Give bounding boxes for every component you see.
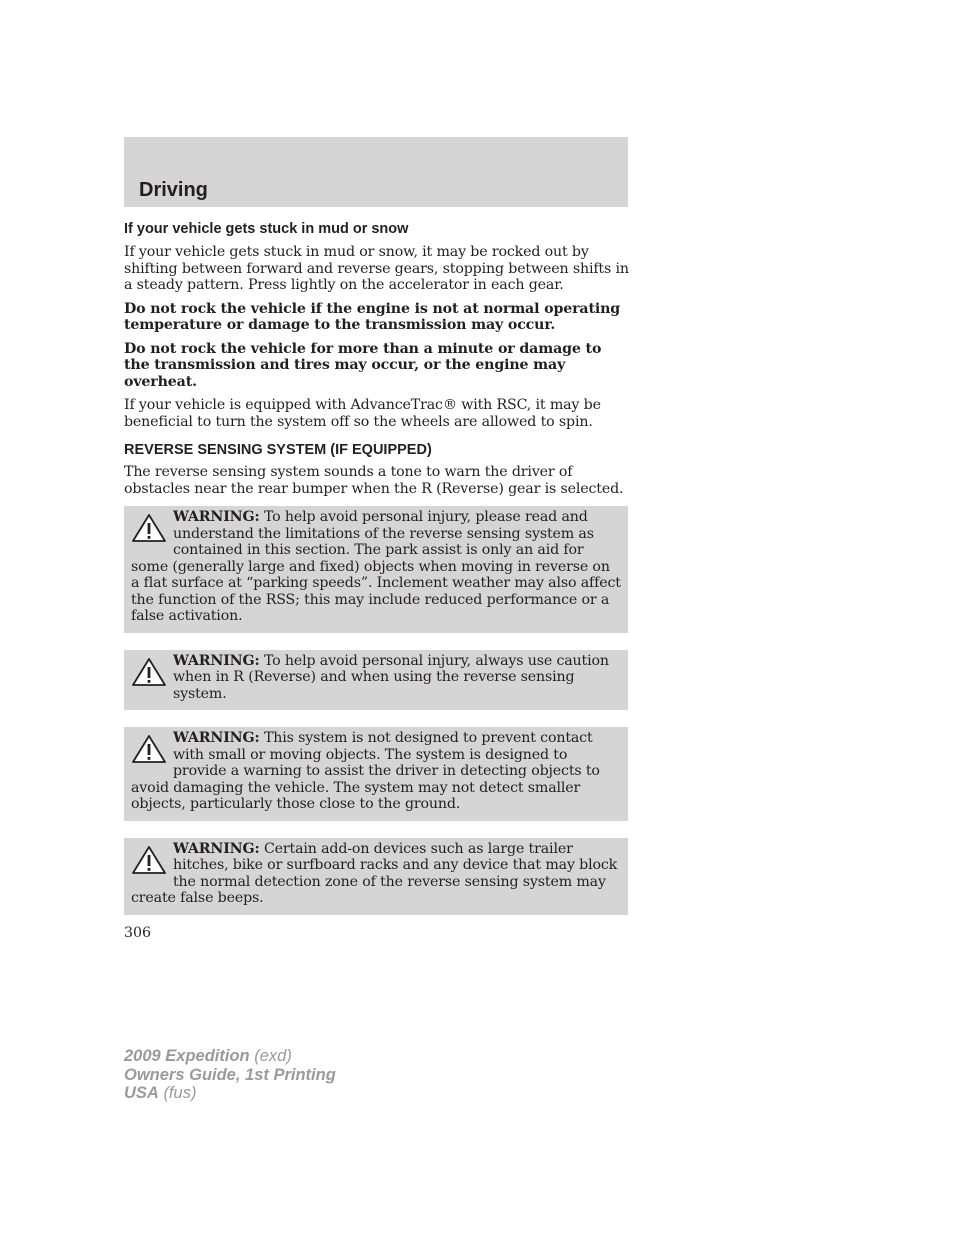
- warning-triangle-icon: [131, 513, 167, 543]
- rss-heading: REVERSE SENSING SYSTEM (IF EQUIPPED): [124, 442, 432, 458]
- footer-market: USA: [124, 1084, 159, 1102]
- warning-label: WARNING:: [173, 730, 260, 746]
- footer-market-code: (fus): [163, 1084, 197, 1102]
- stuck-bold-caution-1: Do not rock the vehicle if the engine is not at normal operating temperature or damage to the transmission may occur.: [124, 300, 621, 333]
- stuck-paragraph-1: If your vehicle gets stuck in mud or snow, it may be rocked out by shifting between forward and reverse gears, stopping between shifts in a steady pattern. Press lightly on the accelerator in each gear.: [124, 244, 629, 293]
- warning-triangle-icon: [131, 657, 167, 687]
- page-number: 306: [124, 925, 152, 941]
- footer-printing: Owners Guide, 1st Printing: [124, 1065, 336, 1084]
- stuck-heading: If your vehicle gets stuck in mud or snow: [124, 221, 409, 237]
- warning-triangle-icon: [131, 845, 167, 875]
- footer-edition-info: [124, 1047, 336, 1103]
- warning-triangle-icon: [131, 734, 167, 764]
- footer-line-1: [124, 1047, 336, 1066]
- warning-box-1: [124, 506, 628, 633]
- warning-text: This system is not designed to prevent contact with small or moving objects. The system is designed to provide a warning to assist the driver in detecting objects to avoid damaging the vehicle. The system may not detect smaller objects, particularly those close to the ground.: [131, 730, 600, 812]
- footer-line-3: [124, 1084, 336, 1103]
- footer-model: 2009 Expedition: [124, 1047, 250, 1065]
- stuck-paragraph-2: If your vehicle is equipped with AdvanceTrac® with RSC, it may be beneficial to turn the system off so the wheels are allowed to spin.: [124, 397, 601, 430]
- footer-line-2: [124, 1066, 336, 1085]
- footer-model-code: (exd): [254, 1047, 292, 1065]
- warning-text: To help avoid personal injury, always use caution when in R (Reverse) and when using the reverse sensing system.: [173, 652, 609, 702]
- warning-text: Certain add-on devices such as large trailer hitches, bike or surfboard racks and any device that may block the normal detection zone of the reverse sensing system may create false beeps.: [131, 840, 618, 906]
- section-header: [124, 137, 628, 207]
- warning-label: WARNING:: [173, 652, 260, 669]
- warning-box-3: [124, 727, 628, 821]
- warning-box-2: [124, 650, 628, 711]
- section-title: Driving: [139, 179, 208, 201]
- stuck-bold-caution-2: Do not rock the vehicle for more than a minute or damage to the transmission and tires may occur, or the engine may overheat.: [124, 340, 602, 390]
- warning-box-4: [124, 838, 628, 915]
- warning-text: To help avoid personal injury, please read and understand the limitations of the reverse sensing system as contained in this section. The park assist is only an aid for some (generally large and fixed) objects when moving in reverse on a flat surface at “parking speeds”. Inclement weather may also affect the function of the RSS; this may include reduced performance or a false activation.: [131, 509, 621, 624]
- page-content: [124, 220, 630, 932]
- warning-label: WARNING:: [173, 840, 260, 857]
- rss-intro: The reverse sensing system sounds a tone to warn the driver of obstacles near the rear bumper when the R (Reverse) gear is selected.: [124, 464, 624, 497]
- warning-label: WARNING:: [173, 509, 260, 525]
